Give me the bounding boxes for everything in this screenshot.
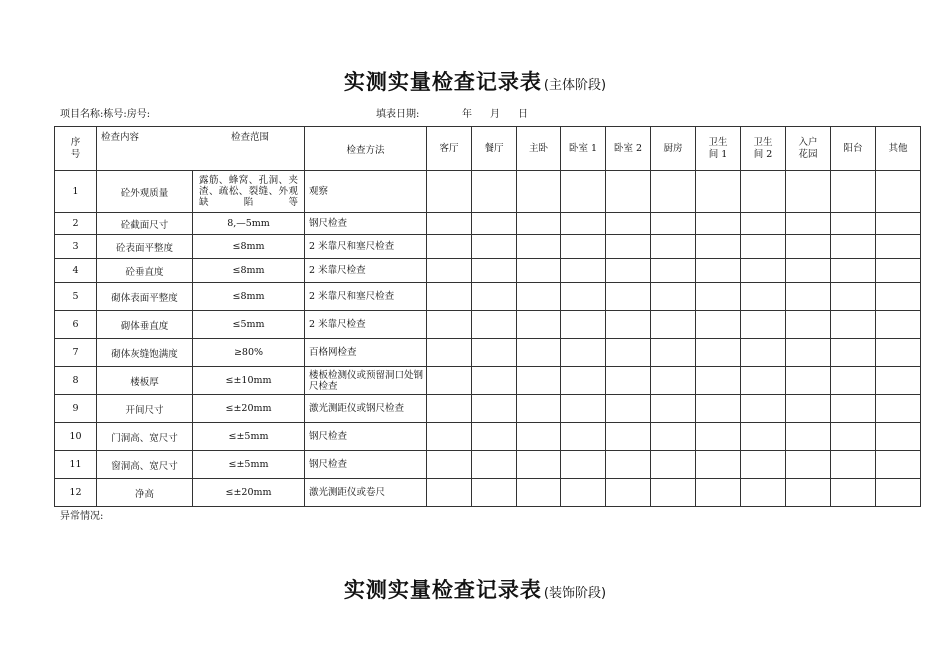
room-result-cell[interactable] bbox=[741, 283, 786, 311]
room-result-cell[interactable] bbox=[876, 311, 921, 339]
room-result-cell[interactable] bbox=[786, 283, 831, 311]
room-result-cell[interactable] bbox=[517, 367, 561, 395]
page-title-main-stage bbox=[0, 66, 950, 96]
room-result-cell[interactable] bbox=[876, 395, 921, 423]
project-info-label: 项目名称:栋号:房号: bbox=[60, 109, 151, 120]
room-result-cell[interactable] bbox=[786, 367, 831, 395]
room-result-cell[interactable] bbox=[606, 367, 651, 395]
room-result-cell[interactable] bbox=[831, 423, 876, 451]
room-result-cell[interactable] bbox=[876, 259, 921, 283]
room-result-cell[interactable] bbox=[651, 235, 696, 259]
room-result-cell[interactable] bbox=[427, 339, 472, 367]
room-result-cell[interactable] bbox=[606, 395, 651, 423]
room-result-cell[interactable] bbox=[561, 479, 606, 507]
room-result-cell[interactable] bbox=[741, 423, 786, 451]
room-result-cell[interactable] bbox=[786, 423, 831, 451]
room-result-cell[interactable] bbox=[696, 367, 741, 395]
room-result-cell[interactable] bbox=[517, 235, 561, 259]
room-result-cell[interactable] bbox=[561, 235, 606, 259]
cell-range: ≤±20mm bbox=[193, 479, 305, 507]
cell-no: 7 bbox=[55, 339, 97, 367]
cell-content: 砼外观质量 bbox=[97, 171, 193, 213]
room-result-cell[interactable] bbox=[472, 259, 517, 283]
cell-no: 10 bbox=[55, 423, 97, 451]
room-result-cell[interactable] bbox=[876, 213, 921, 235]
cell-no: 12 bbox=[55, 479, 97, 507]
header-room: 餐厅 bbox=[472, 127, 517, 171]
room-result-cell[interactable] bbox=[786, 259, 831, 283]
cell-method: 钢尺检查 bbox=[305, 451, 427, 479]
header-content: 检查内容 bbox=[101, 132, 140, 143]
room-result-cell[interactable] bbox=[741, 367, 786, 395]
room-result-cell[interactable] bbox=[876, 423, 921, 451]
cell-no: 8 bbox=[55, 367, 97, 395]
room-result-cell[interactable] bbox=[741, 171, 786, 213]
cell-range: 露筋、蜂窝、孔洞、夹渣、疏松、裂缝、外观缺陷等 bbox=[193, 171, 305, 213]
room-result-cell[interactable] bbox=[741, 259, 786, 283]
room-result-cell[interactable] bbox=[786, 171, 831, 213]
cell-content: 开间尺寸 bbox=[97, 395, 193, 423]
cell-content: 砌体灰缝饱满度 bbox=[97, 339, 193, 367]
room-result-cell[interactable] bbox=[786, 395, 831, 423]
table-row bbox=[55, 235, 921, 259]
room-result-cell[interactable] bbox=[651, 311, 696, 339]
room-result-cell[interactable] bbox=[696, 339, 741, 367]
room-result-cell[interactable] bbox=[606, 311, 651, 339]
room-result-cell[interactable] bbox=[561, 259, 606, 283]
room-result-cell[interactable] bbox=[606, 259, 651, 283]
cell-no: 9 bbox=[55, 395, 97, 423]
table-header-row bbox=[55, 127, 921, 171]
cell-range: ≤8mm bbox=[193, 283, 305, 311]
cell-method: 钢尺检查 bbox=[305, 423, 427, 451]
cell-no: 4 bbox=[55, 259, 97, 283]
room-result-cell[interactable] bbox=[651, 171, 696, 213]
header-room: 卫生 间 2 bbox=[741, 127, 786, 171]
room-result-cell[interactable] bbox=[651, 213, 696, 235]
room-result-cell[interactable] bbox=[741, 395, 786, 423]
room-result-cell[interactable] bbox=[561, 451, 606, 479]
table-row bbox=[55, 171, 921, 213]
cell-range: ≤±20mm bbox=[193, 395, 305, 423]
cell-method: 2 米靠尺检查 bbox=[305, 311, 427, 339]
room-result-cell[interactable] bbox=[696, 213, 741, 235]
room-result-cell[interactable] bbox=[741, 235, 786, 259]
room-result-cell[interactable] bbox=[876, 283, 921, 311]
room-result-cell[interactable] bbox=[427, 259, 472, 283]
room-result-cell[interactable] bbox=[606, 423, 651, 451]
room-result-cell[interactable] bbox=[696, 259, 741, 283]
cell-method: 激光测距仪或卷尺 bbox=[305, 479, 427, 507]
cell-method: 观察 bbox=[305, 171, 427, 213]
room-result-cell[interactable] bbox=[606, 213, 651, 235]
cell-content: 砼表面平整度 bbox=[97, 235, 193, 259]
room-result-cell[interactable] bbox=[831, 339, 876, 367]
room-result-cell[interactable] bbox=[472, 171, 517, 213]
room-result-cell[interactable] bbox=[786, 339, 831, 367]
room-result-cell[interactable] bbox=[517, 479, 561, 507]
room-result-cell[interactable] bbox=[876, 339, 921, 367]
header-content-range bbox=[97, 127, 305, 171]
header-room: 卧室 1 bbox=[561, 127, 606, 171]
table-row bbox=[55, 395, 921, 423]
room-result-cell[interactable] bbox=[561, 395, 606, 423]
room-result-cell[interactable] bbox=[472, 311, 517, 339]
cell-content: 砌体垂直度 bbox=[97, 311, 193, 339]
room-result-cell[interactable] bbox=[427, 367, 472, 395]
header-room: 阳台 bbox=[831, 127, 876, 171]
table-row bbox=[55, 339, 921, 367]
cell-range: ≥80% bbox=[193, 339, 305, 367]
room-result-cell[interactable] bbox=[696, 395, 741, 423]
header-room: 卫生 间 1 bbox=[696, 127, 741, 171]
room-result-cell[interactable] bbox=[696, 423, 741, 451]
room-result-cell[interactable] bbox=[427, 235, 472, 259]
room-result-cell[interactable] bbox=[517, 283, 561, 311]
room-result-cell[interactable] bbox=[427, 451, 472, 479]
cell-no: 1 bbox=[55, 171, 97, 213]
room-result-cell[interactable] bbox=[831, 311, 876, 339]
room-result-cell[interactable] bbox=[606, 479, 651, 507]
room-result-cell[interactable] bbox=[472, 213, 517, 235]
cell-method: 百格网检查 bbox=[305, 339, 427, 367]
table-row bbox=[55, 423, 921, 451]
title-text: 实测实量检查记录表 bbox=[343, 578, 542, 602]
room-result-cell[interactable] bbox=[472, 451, 517, 479]
cell-method: 2 米靠尺和塞尺检查 bbox=[305, 235, 427, 259]
room-result-cell[interactable] bbox=[561, 423, 606, 451]
room-result-cell[interactable] bbox=[427, 283, 472, 311]
room-result-cell[interactable] bbox=[831, 367, 876, 395]
table-row bbox=[55, 259, 921, 283]
table-row bbox=[55, 283, 921, 311]
room-result-cell[interactable] bbox=[561, 213, 606, 235]
header-seq: 序 号 bbox=[55, 127, 97, 171]
room-result-cell[interactable] bbox=[517, 423, 561, 451]
room-result-cell[interactable] bbox=[876, 367, 921, 395]
room-result-cell[interactable] bbox=[651, 367, 696, 395]
room-result-cell[interactable] bbox=[427, 311, 472, 339]
room-result-cell[interactable] bbox=[561, 171, 606, 213]
room-result-cell[interactable] bbox=[831, 451, 876, 479]
room-result-cell[interactable] bbox=[517, 395, 561, 423]
room-result-cell[interactable] bbox=[561, 283, 606, 311]
abnormal-label: 异常情况: bbox=[60, 511, 104, 522]
header-room: 厨房 bbox=[651, 127, 696, 171]
room-result-cell[interactable] bbox=[427, 395, 472, 423]
room-result-cell[interactable] bbox=[472, 367, 517, 395]
header-room: 其他 bbox=[876, 127, 921, 171]
room-result-cell[interactable] bbox=[472, 235, 517, 259]
title-stage: (装饰阶段) bbox=[543, 586, 607, 601]
room-result-cell[interactable] bbox=[876, 235, 921, 259]
table-row bbox=[55, 451, 921, 479]
month-label: 月 bbox=[490, 109, 500, 120]
room-result-cell[interactable] bbox=[876, 451, 921, 479]
room-result-cell[interactable] bbox=[696, 283, 741, 311]
cell-content: 窗洞高、宽尺寸 bbox=[97, 451, 193, 479]
cell-no: 5 bbox=[55, 283, 97, 311]
cell-content: 砌体表面平整度 bbox=[97, 283, 193, 311]
room-result-cell[interactable] bbox=[427, 479, 472, 507]
room-result-cell[interactable] bbox=[561, 339, 606, 367]
room-result-cell[interactable] bbox=[606, 171, 651, 213]
header-room: 主卧 bbox=[517, 127, 561, 171]
room-result-cell[interactable] bbox=[427, 171, 472, 213]
room-result-cell[interactable] bbox=[517, 339, 561, 367]
header-method: 检查方法 bbox=[305, 127, 427, 171]
cell-method: 楼板检测仪或预留洞口处钢尺检查 bbox=[305, 367, 427, 395]
room-result-cell[interactable] bbox=[831, 283, 876, 311]
year-label: 年 bbox=[462, 109, 472, 120]
cell-no: 3 bbox=[55, 235, 97, 259]
room-result-cell[interactable] bbox=[561, 311, 606, 339]
cell-content: 门洞高、宽尺寸 bbox=[97, 423, 193, 451]
room-result-cell[interactable] bbox=[517, 259, 561, 283]
room-result-cell[interactable] bbox=[876, 171, 921, 213]
cell-no: 6 bbox=[55, 311, 97, 339]
cell-content: 楼板厚 bbox=[97, 367, 193, 395]
cell-method: 2 米靠尺检查 bbox=[305, 259, 427, 283]
cell-range: ≤8mm bbox=[193, 235, 305, 259]
cell-no: 11 bbox=[55, 451, 97, 479]
cell-content: 砼截面尺寸 bbox=[97, 213, 193, 235]
room-result-cell[interactable] bbox=[786, 311, 831, 339]
room-result-cell[interactable] bbox=[517, 171, 561, 213]
cell-range: 8,—5mm bbox=[193, 213, 305, 235]
room-result-cell[interactable] bbox=[606, 451, 651, 479]
room-result-cell[interactable] bbox=[786, 235, 831, 259]
cell-range: ≤5mm bbox=[193, 311, 305, 339]
room-result-cell[interactable] bbox=[651, 259, 696, 283]
cell-method: 钢尺检查 bbox=[305, 213, 427, 235]
room-result-cell[interactable] bbox=[606, 339, 651, 367]
room-result-cell[interactable] bbox=[651, 479, 696, 507]
room-result-cell[interactable] bbox=[606, 235, 651, 259]
cell-content: 砼垂直度 bbox=[97, 259, 193, 283]
cell-range: ≤±5mm bbox=[193, 423, 305, 451]
day-label: 日 bbox=[518, 109, 528, 120]
room-result-cell[interactable] bbox=[651, 339, 696, 367]
cell-range: ≤8mm bbox=[193, 259, 305, 283]
room-result-cell[interactable] bbox=[831, 259, 876, 283]
header-room: 客厅 bbox=[427, 127, 472, 171]
room-result-cell[interactable] bbox=[831, 171, 876, 213]
room-result-cell[interactable] bbox=[741, 451, 786, 479]
room-result-cell[interactable] bbox=[786, 479, 831, 507]
room-result-cell[interactable] bbox=[651, 451, 696, 479]
room-result-cell[interactable] bbox=[876, 479, 921, 507]
table-row bbox=[55, 213, 921, 235]
room-result-cell[interactable] bbox=[472, 423, 517, 451]
cell-method: 2 米靠尺和塞尺检查 bbox=[305, 283, 427, 311]
room-result-cell[interactable] bbox=[786, 213, 831, 235]
fill-date-label: 填表日期: bbox=[376, 109, 420, 120]
room-result-cell[interactable] bbox=[741, 213, 786, 235]
room-result-cell[interactable] bbox=[696, 311, 741, 339]
room-result-cell[interactable] bbox=[696, 235, 741, 259]
cell-range: ≤±10mm bbox=[193, 367, 305, 395]
room-result-cell[interactable] bbox=[786, 451, 831, 479]
header-room: 卧室 2 bbox=[606, 127, 651, 171]
title-text: 实测实量检查记录表 bbox=[343, 70, 542, 94]
room-result-cell[interactable] bbox=[696, 479, 741, 507]
room-result-cell[interactable] bbox=[831, 395, 876, 423]
room-result-cell[interactable] bbox=[561, 367, 606, 395]
room-result-cell[interactable] bbox=[741, 339, 786, 367]
room-result-cell[interactable] bbox=[696, 451, 741, 479]
header-range: 检查范围 bbox=[231, 132, 270, 143]
cell-method: 激光测距仪或钢尺检查 bbox=[305, 395, 427, 423]
room-result-cell[interactable] bbox=[472, 339, 517, 367]
room-result-cell[interactable] bbox=[517, 311, 561, 339]
table-row bbox=[55, 479, 921, 507]
page-title-decoration-stage bbox=[0, 574, 950, 604]
header-room: 入户 花园 bbox=[786, 127, 831, 171]
title-stage: (主体阶段) bbox=[543, 78, 607, 93]
room-result-cell[interactable] bbox=[696, 171, 741, 213]
inspection-table bbox=[54, 126, 921, 507]
room-result-cell[interactable] bbox=[472, 479, 517, 507]
room-result-cell[interactable] bbox=[517, 451, 561, 479]
room-result-cell[interactable] bbox=[517, 213, 561, 235]
room-result-cell[interactable] bbox=[831, 235, 876, 259]
room-result-cell[interactable] bbox=[651, 423, 696, 451]
room-result-cell[interactable] bbox=[427, 213, 472, 235]
table-row bbox=[55, 367, 921, 395]
room-result-cell[interactable] bbox=[472, 395, 517, 423]
cell-no: 2 bbox=[55, 213, 97, 235]
room-result-cell[interactable] bbox=[741, 479, 786, 507]
room-result-cell[interactable] bbox=[606, 283, 651, 311]
table-row bbox=[55, 311, 921, 339]
room-result-cell[interactable] bbox=[427, 423, 472, 451]
room-result-cell[interactable] bbox=[651, 283, 696, 311]
room-result-cell[interactable] bbox=[831, 479, 876, 507]
room-result-cell[interactable] bbox=[831, 213, 876, 235]
cell-content: 净高 bbox=[97, 479, 193, 507]
room-result-cell[interactable] bbox=[472, 283, 517, 311]
room-result-cell[interactable] bbox=[741, 311, 786, 339]
room-result-cell[interactable] bbox=[651, 395, 696, 423]
cell-range: ≤±5mm bbox=[193, 451, 305, 479]
